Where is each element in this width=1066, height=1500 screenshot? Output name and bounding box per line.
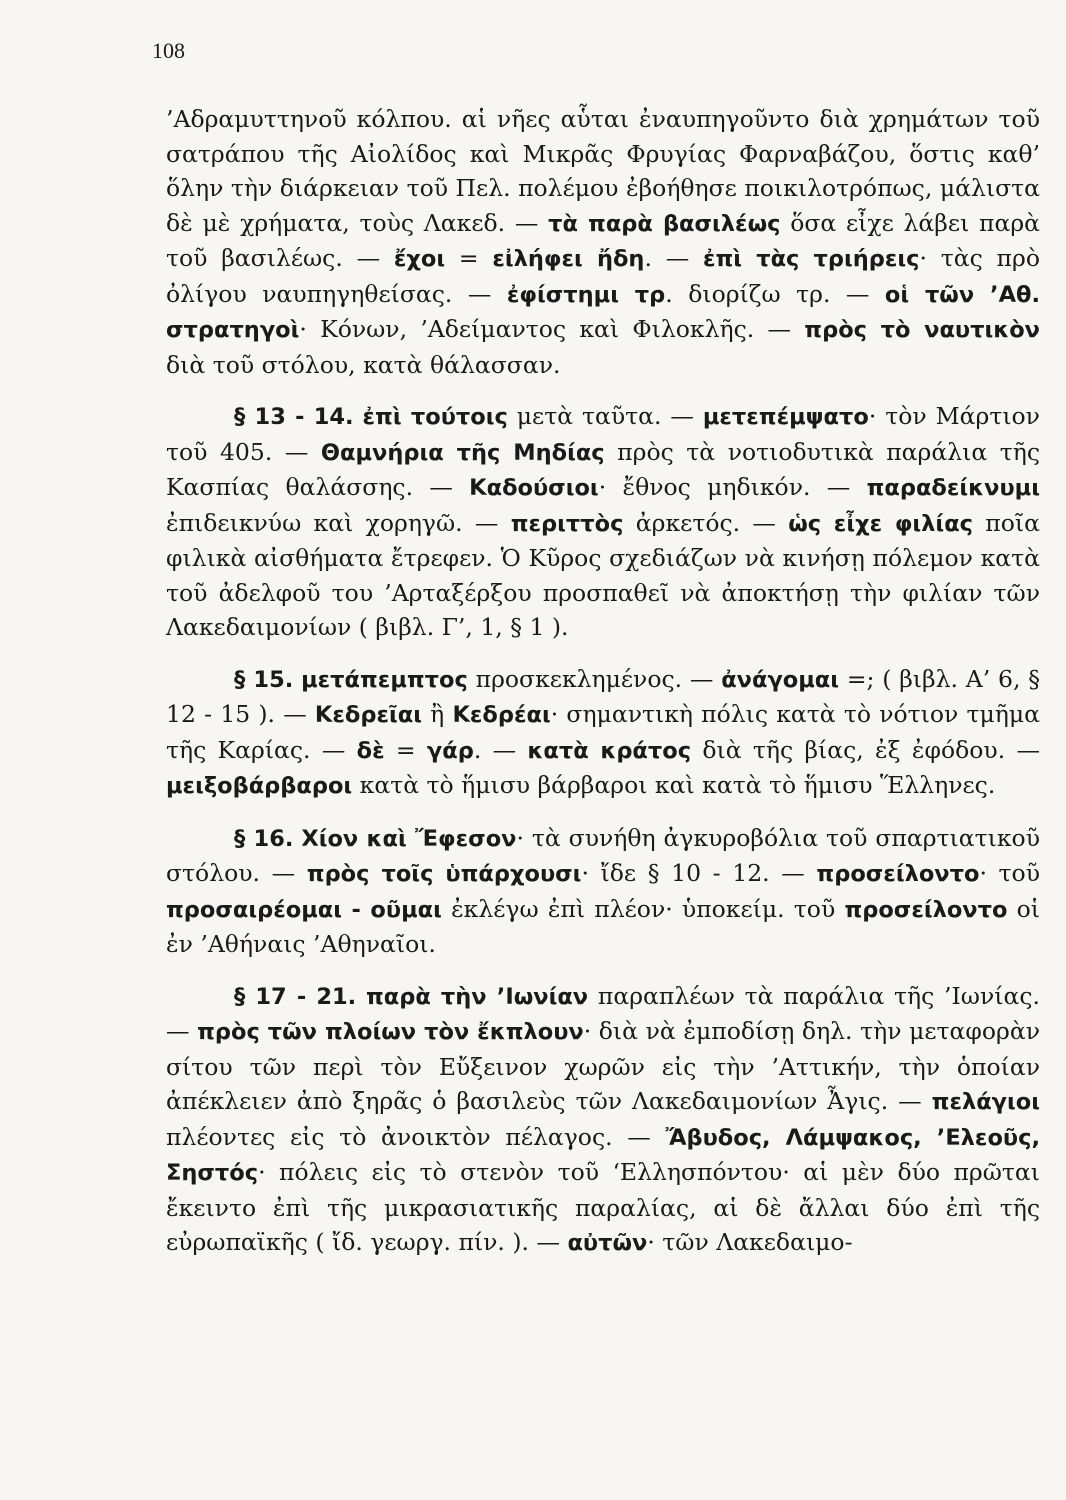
- text-run: οἱ ἐν ’Αθήναις ’Αθηναῖοι.: [166, 894, 1041, 958]
- bold-term: Καδούσιοι: [469, 475, 599, 501]
- bold-term: § 16.: [234, 825, 294, 852]
- text-run: πρὸς τὰ νοτιοδυτικὰ παράλια τῆς Κασπίας θαλάσσης. —: [166, 437, 1040, 501]
- text-run: διὰ τῆς βίας, ἐξ ἐφόδου. —: [691, 735, 1040, 764]
- bold-term: περιττὸς: [510, 510, 624, 537]
- paragraph: [166, 399, 1040, 645]
- text-run: πλέοντες εἰς τὸ ἀνοικτὸν πέλαγος. —: [166, 1122, 666, 1151]
- text-run: . —: [644, 244, 703, 272]
- text-run: . —: [473, 735, 528, 764]
- text-run: ’Αδραμυττηνοῦ κόλπου. αἱ νῆες αὗται ἐναυπηγοῦντο διὰ χρημάτων τοῦ σατράπου τῆς Αἰολίδος καὶ Μικρᾶς Φρυγίας Φαρναβάζου, ὅστις καθ’ ὅλην τὴν διάρκειαν τοῦ Πελ. πολέμου ἐβοήθησε ποικιλοτρόπως, μάλιστα δὲ μὲ χρήματα, τοὺς Λακεδ. —: [166, 105, 1040, 237]
- bold-term: Κεδρεῖαι: [314, 702, 422, 728]
- bold-term: ἐπὶ τὰς τριήρεις: [702, 246, 920, 272]
- paragraph: [166, 979, 1040, 1261]
- bold-term: Θαμνήρια τῆς Μηδίας: [320, 439, 605, 466]
- text-run: · ἔθνος μηδικόν. —: [598, 473, 867, 501]
- text-run: =: [384, 735, 427, 764]
- text-run: · τὰς πρὸ ὀλίγου ναυπηγηθείσας. —: [166, 244, 1040, 308]
- bold-term: δὲ: [356, 737, 385, 764]
- text-run: κατὰ τὸ ἥμισυ βάρβαροι καὶ κατὰ τὸ ἥμισυ Ἕλληνες.: [352, 771, 996, 799]
- text-run: ἢ: [421, 700, 453, 728]
- paragraph: [166, 662, 1040, 804]
- bold-term: ὡς εἶχε φιλίας: [788, 510, 973, 537]
- bold-term: παρὰ τὴν ’Ιωνίαν: [365, 983, 589, 1010]
- bold-term: γάρ: [426, 737, 474, 764]
- text-run: · ἴδε § 10 - 12. —: [581, 859, 817, 887]
- bold-term: οἱ τῶν ’Αθ. στρατηγοὶ: [166, 281, 1040, 343]
- text-run: μετὰ ταῦτα. —: [507, 402, 703, 430]
- text-run: · τοῦ: [979, 859, 1040, 887]
- page-number: 108: [152, 38, 185, 63]
- bold-term: προσείλοντο: [816, 861, 980, 887]
- text-run: παραπλέων τὰ παράλια τῆς ’Ιωνίας. —: [166, 981, 1040, 1045]
- text-run: =: [445, 244, 493, 272]
- bold-term: μετεπέμψατο: [702, 404, 869, 430]
- bold-term: πρὸς τὸ ναυτικὸν: [804, 317, 1040, 343]
- bold-term: πελάγιοι: [931, 1089, 1040, 1115]
- bold-term: ἐφίστημι τρ: [506, 281, 666, 308]
- text-run: =; ( βιβλ. Α’ 6, § 12 - 15 ). —: [166, 664, 1040, 728]
- text-run: · διὰ νὰ ἐμποδίσῃ δηλ. τὴν μεταφορὰν σίτου τῶν περὶ τὸν Εὔξεινον χωρῶν εἰς τὴν ’Αττικήν, τὴν ὁποίαν ἀπέκλειεν ἀπὸ ξηρᾶς ὁ βασιλεὺς τῶν Λακεδαιμονίων Ἆγις. —: [166, 1017, 1040, 1115]
- bold-term: ἀνάγομαι: [721, 666, 840, 693]
- text-run: ὅσα εἶχε λάβει παρὰ τοῦ βασιλέως. —: [166, 208, 1041, 272]
- bold-term: § 13 - 14.: [234, 404, 354, 430]
- bold-term: μετάπεμπτος: [301, 666, 468, 693]
- paragraph: [166, 821, 1040, 962]
- text-run: · σημαντικὴ πόλις κατὰ τὸ νότιον τμῆμα τῆς Καρίας. —: [166, 700, 1041, 764]
- bold-term: κατὰ κράτος: [527, 737, 692, 764]
- bold-term: § 15.: [234, 666, 294, 693]
- text-run: · τῶν Λακεδαιμο-: [647, 1228, 853, 1256]
- bold-term: πρὸς τοῖς ὑπάρχουσι: [306, 861, 582, 887]
- bold-term: προσαιρέομαι - οῦμαι: [166, 896, 442, 923]
- text-run: · τὰ συνήθη ἀγκυροβόλια τοῦ σπαρτιατικοῦ στόλου. —: [166, 823, 1040, 887]
- body-text: [166, 102, 1040, 1261]
- text-run: · Κόνων, ’Αδείμαντος καὶ Φιλοκλῆς. —: [299, 315, 805, 343]
- bold-term: προσείλοντο: [844, 896, 1008, 923]
- bold-term: αὐτῶν: [567, 1230, 648, 1256]
- paragraph: [166, 102, 1040, 382]
- text-run: ἐκλέγω ἐπὶ πλέον· ὑποκείμ. τοῦ: [441, 894, 845, 923]
- bold-term: § 17 - 21.: [234, 983, 357, 1010]
- text-run: · τὸν Μάρτιον τοῦ 405. —: [166, 402, 1040, 466]
- text-run: ἐπιδεικνύω καὶ χορηγῶ. —: [166, 508, 511, 537]
- text-run: [356, 982, 366, 1010]
- bold-term: Κεδρέαι: [452, 702, 551, 728]
- text-run: . διορίζω τρ. —: [665, 279, 885, 308]
- bold-term: τὰ παρὰ βασιλέως: [548, 210, 781, 237]
- bold-term: Χίον καὶ Ἔφεσον: [301, 825, 517, 852]
- text-run: [354, 402, 363, 430]
- text-run: · πόλεις εἰς τὸ στενὸν τοῦ ‘Ελλησπόντου· αἱ μὲν δύο πρῶται ἔκειντο ἐπὶ τῆς μικρασιατικῆς παραλίας, αἱ δὲ ἄλλαι δύο ἐπὶ τῆς εὐρωπαϊκῆς ( ἴδ. γεωργ. πίν. ). —: [166, 1158, 1040, 1256]
- bold-term: μειξοβάρβαροι: [166, 773, 353, 799]
- text-run: [293, 665, 301, 693]
- bold-term: πρὸς τῶν πλοίων τὸν ἔκπλουν: [197, 1019, 584, 1045]
- bold-term: εἰλήφει ἤδη: [492, 246, 645, 272]
- text-run: ποῖα φιλικὰ αἰσθήματα ἔτρεφεν. Ὁ Κῦρος σχεδιάζων νὰ κινήσῃ πόλεμον κατὰ τοῦ ἀδελφοῦ του ’Αρταξέρξου προσπαθεῖ νὰ ἀποκτήσῃ τὴν φιλίαν τῶν Λακεδαιμονίων ( βιβλ. Γ’, 1, § 1 ).: [166, 508, 1040, 641]
- bold-term: ἔχοι: [393, 246, 446, 272]
- text-run: διὰ τοῦ στόλου, κατὰ θάλασσαν.: [166, 350, 561, 379]
- bold-term: ἐπὶ τούτοις: [362, 404, 508, 430]
- bold-term: Ἄβυδος, Λάμψακος, ’Ελεοῦς, Σηστός: [166, 1124, 1040, 1186]
- text-run: ἀρκετός. —: [623, 508, 789, 537]
- bold-term: παραδείκνυμι: [866, 475, 1040, 501]
- text-run: προσκεκλημένος. —: [467, 664, 722, 693]
